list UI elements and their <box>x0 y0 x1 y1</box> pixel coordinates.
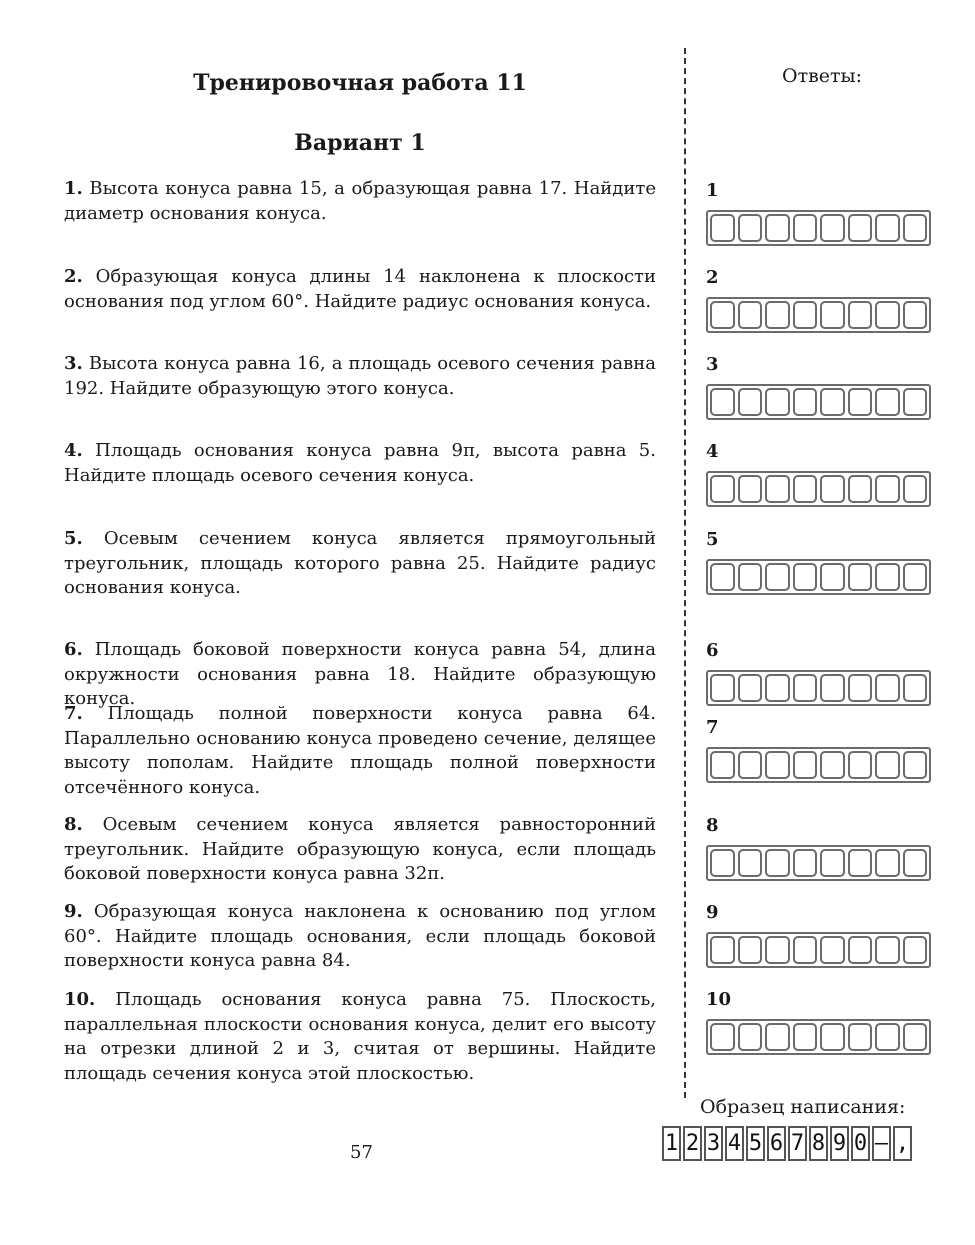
sample-char: 4 <box>725 1126 744 1161</box>
answer-box-7[interactable] <box>706 747 931 783</box>
problem-number: 6. <box>64 639 83 660</box>
problem-text: Осевым сечением конуса является прямоугольный треугольник, площадь которого равна 25. Найдите радиус основания конуса. <box>64 528 656 598</box>
answer-label-9: 9 <box>706 902 719 923</box>
sample-char: 3 <box>704 1126 723 1161</box>
sample-char: 9 <box>830 1126 849 1161</box>
answer-box-10[interactable] <box>706 1019 931 1055</box>
answer-box-1[interactable] <box>706 210 931 246</box>
problem-8 <box>64 813 656 887</box>
sample-char: 5 <box>746 1126 765 1161</box>
page-number: 57 <box>350 1142 373 1163</box>
dashed-divider <box>684 48 686 1098</box>
answer-label-1: 1 <box>706 180 719 201</box>
answer-label-2: 2 <box>706 267 719 288</box>
page-title: Тренировочная работа 11 <box>193 70 527 96</box>
answer-label-6: 6 <box>706 640 719 661</box>
sample-char: 1 <box>662 1126 681 1161</box>
problem-10 <box>64 988 656 1086</box>
answer-label-4: 4 <box>706 441 719 462</box>
problem-4 <box>64 439 656 488</box>
answer-box-3[interactable] <box>706 384 931 420</box>
problem-number: 10. <box>64 989 96 1010</box>
answer-box-9[interactable] <box>706 932 931 968</box>
answer-label-3: 3 <box>706 354 719 375</box>
problem-number: 4. <box>64 440 83 461</box>
answer-label-10: 10 <box>706 989 732 1010</box>
problem-2 <box>64 265 656 314</box>
answer-box-8[interactable] <box>706 845 931 881</box>
answer-label-7: 7 <box>706 717 719 738</box>
sample-char: 7 <box>788 1126 807 1161</box>
answer-box-2[interactable] <box>706 297 931 333</box>
sample-label: Образец написания: <box>700 1096 906 1118</box>
problem-text: Высота конуса равна 15, а образующая равна 17. Найдите диаметр основания конуса. <box>64 178 656 224</box>
problem-text: Высота конуса равна 16, а площадь осевого сечения равна 192. Найдите образующую этого конуса. <box>64 353 656 399</box>
sample-writing <box>662 1126 912 1161</box>
problem-text: Площадь основания конуса равна 75. Плоскость, параллельная плоскости основания конуса, делит его высоту на отрезки длиной 2 и 3, считая от вершины. Найдите площадь сечения конуса этой плоскостью. <box>64 989 656 1084</box>
problem-5 <box>64 527 656 601</box>
sample-char: 6 <box>767 1126 786 1161</box>
problem-number: 9. <box>64 901 83 922</box>
answer-label-5: 5 <box>706 529 719 550</box>
problem-3 <box>64 352 656 401</box>
problem-text: Площадь основания конуса равна 9π, высота равна 5. Найдите площадь осевого сечения конуса. <box>64 440 656 486</box>
problem-number: 1. <box>64 178 83 199</box>
sample-char: 8 <box>809 1126 828 1161</box>
answer-box-6[interactable] <box>706 670 931 706</box>
problem-1 <box>64 177 656 226</box>
variant-title: Вариант 1 <box>294 130 426 156</box>
answers-label: Ответы: <box>782 65 863 87</box>
problem-text: Площадь полной поверхности конуса равна 64. Параллельно основанию конуса проведено сечение, делящее высоту пополам. Найдите площадь полной поверхности отсечённого конуса. <box>64 703 656 798</box>
sample-char: 0 <box>851 1126 870 1161</box>
problem-7 <box>64 702 656 800</box>
problem-number: 3. <box>64 353 83 374</box>
sample-char: 2 <box>683 1126 702 1161</box>
problem-text: Осевым сечением конуса является равносторонний треугольник. Найдите образующую конуса, если площадь боковой поверхности конуса равна 32π. <box>64 814 656 884</box>
problem-6 <box>64 638 656 712</box>
problem-number: 8. <box>64 814 83 835</box>
problem-text: Образующая конуса наклонена к основанию под углом 60°. Найдите площадь основания, если площадь боковой поверхности конуса равна 84. <box>64 901 656 971</box>
answer-box-4[interactable] <box>706 471 931 507</box>
answer-label-8: 8 <box>706 815 719 836</box>
problem-number: 2. <box>64 266 83 287</box>
problem-9 <box>64 900 656 974</box>
problem-text: Образующая конуса длины 14 наклонена к плоскости основания под углом 60°. Найдите радиус основания конуса. <box>64 266 656 312</box>
problem-number: 7. <box>64 703 83 724</box>
answer-box-5[interactable] <box>706 559 931 595</box>
sample-char: – <box>872 1126 891 1161</box>
problem-number: 5. <box>64 528 83 549</box>
sample-char: , <box>893 1126 912 1161</box>
problem-text: Площадь боковой поверхности конуса равна 54, длина окружности основания равна 18. Найдите образующую конуса. <box>64 639 656 709</box>
